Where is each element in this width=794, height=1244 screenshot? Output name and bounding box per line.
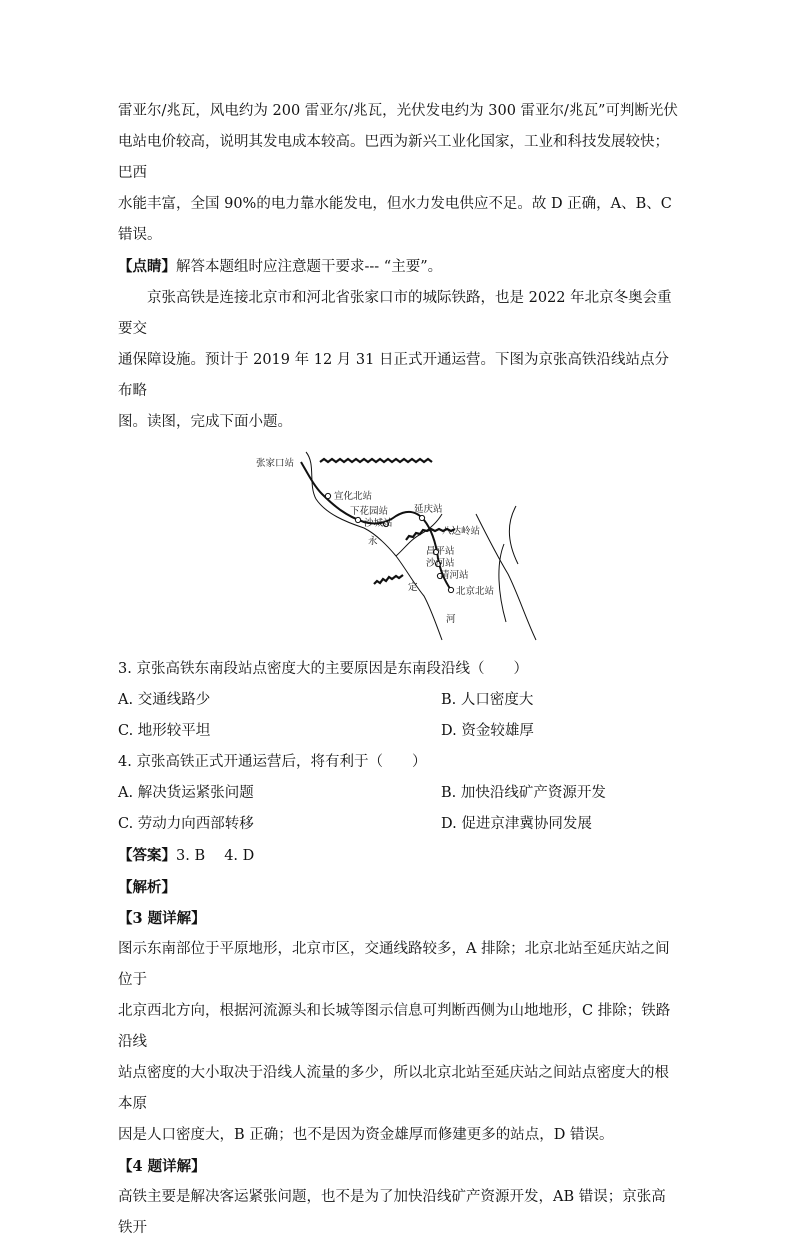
great-wall-south: [374, 575, 403, 584]
q3-detail-line: 北京西北方向，根据河流源头和长城等图示信息可判断西侧为山地地形，C 排除；铁路沿线: [118, 1003, 671, 1050]
q4-options-row: [118, 809, 680, 840]
great-wall-north: [320, 459, 432, 462]
station-label: 沙河站: [426, 558, 455, 569]
station-dot: [325, 493, 330, 498]
q4-option-d: D. 促进京津冀协同发展: [441, 816, 592, 832]
para1-line: 电站电价较高，说明其发电成本较高。巴西为新兴工业化国家，工业和科技发展较快；巴西: [118, 134, 669, 181]
river-label: 永: [368, 536, 378, 547]
station-dot: [419, 515, 424, 520]
river-label: 河: [446, 614, 456, 625]
q4-detail-tag: 【4 题详解】: [118, 1158, 206, 1175]
answer: [118, 840, 680, 872]
q3-stem: 3. 京张高铁东南段站点密度大的主要原因是东南段沿线（ ）: [118, 661, 528, 677]
answer-text: 3. B 4. D: [176, 848, 255, 864]
q4-option-b: B. 加快沿线矿产资源开发: [441, 785, 606, 801]
q3-option-d: D. 资金较雄厚: [441, 723, 534, 739]
station-label: 北京北站: [456, 586, 495, 597]
q3-options-row: [118, 685, 680, 716]
station-label: 沙城站: [364, 518, 393, 529]
q3-detail-tag: 【3 题详解】: [118, 910, 206, 927]
answer-tag: 【答案】: [118, 847, 176, 864]
q4-options-row: [118, 778, 680, 809]
q3-options-row: [118, 716, 680, 747]
q4-option-c: C. 劳动力向西部转移: [118, 816, 254, 832]
river-label: 定: [408, 582, 418, 593]
para1-line: 雷亚尔/兆瓦，风电约为 200 雷亚尔/兆瓦，光伏发电约为 300 雷亚尔/兆瓦”可判断光伏: [118, 103, 678, 119]
railway-map: [246, 444, 546, 646]
document-page: [118, 96, 680, 1244]
station-label: 张家口站: [256, 458, 295, 469]
intro-line: 图。读图，完成下面小题。: [118, 414, 292, 430]
dianjing: [118, 251, 680, 283]
station-dot: [448, 587, 453, 592]
q3-option-b: B. 人口密度大: [441, 692, 534, 708]
dianjing-tag: 【点睛】: [118, 258, 176, 275]
q4-detail-line: 高铁主要是解决客运紧张问题，也不是为了加快沿线矿产资源开发，AB 错误；京张高铁开: [118, 1189, 666, 1236]
intro-line: 京张高铁是连接北京市和河北省张家口市的城际铁路，也是 2022 年北京冬奥会重要交: [118, 290, 672, 337]
station-label: 昌平站: [426, 546, 455, 557]
q4-stem: 4. 京张高铁正式开通运营后，将有利于（ ）: [118, 754, 427, 770]
q3-option-c: C. 地形较平坦: [118, 723, 211, 739]
q3-detail-line: 图示东南部位于平原地形，北京市区，交通线路较多，A 排除；北京北站至延庆站之间位于: [118, 941, 670, 988]
q4-option-a: A. 解决货运紧张问题: [118, 785, 254, 801]
dianjing-text: 解答本题组时应注意题干要求--- “主要”。: [176, 259, 443, 275]
para1-line: 水能丰富，全国 90%的电力靠水能发电，但水力发电供应不足。故 D 正确，A、B、C 错误。: [118, 196, 672, 243]
station-label: 八达岭站: [442, 526, 481, 537]
station-label: 宣化北站: [334, 491, 373, 502]
q3-detail-line: 因是人口密度大，B 正确；也不是因为资金雄厚而修建更多的站点，D 错误。: [118, 1127, 614, 1143]
analysis-tag: 【解析】: [118, 879, 176, 896]
station-label: 下花园站: [350, 506, 389, 517]
station-label: 清河站: [440, 570, 469, 581]
q3-detail-line: 站点密度的大小取决于沿线人流量的多少，所以北京北站至延庆站之间站点密度大的根本原: [118, 1065, 669, 1112]
intro-line: 通保障设施。预计于 2019 年 12 月 31 日正式开通运营。下图为京张高铁沿线站点分布略: [118, 352, 669, 399]
station-label: 延庆站: [414, 504, 443, 515]
q3-option-a: A. 交通线路少: [118, 692, 211, 708]
station-dot: [355, 517, 360, 522]
